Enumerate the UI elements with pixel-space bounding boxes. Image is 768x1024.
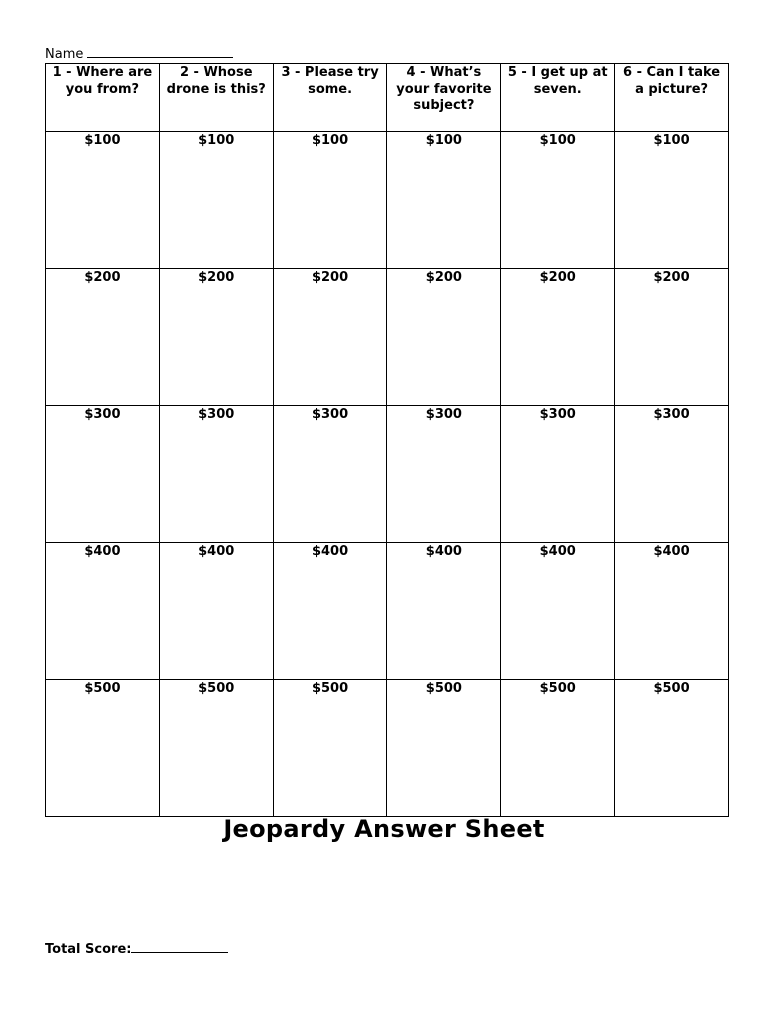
answer-cell [387,132,501,269]
answer-cell [273,406,387,543]
answer-cell [615,680,729,817]
cell-amount: $400 [84,544,121,559]
cell-amount: $200 [84,270,121,285]
answer-cell [615,543,729,680]
name-blank-line [87,45,233,58]
answer-cell [501,543,615,680]
answer-cell [159,680,273,817]
grid-body [46,132,729,817]
table-row [46,269,729,406]
answer-cell [387,680,501,817]
answer-cell [159,543,273,680]
answer-grid [45,63,729,817]
answer-cell [46,543,160,680]
cell-amount: $200 [539,270,576,285]
answer-cell [615,269,729,406]
cell-amount: $300 [311,407,349,422]
cell-amount: $300 [653,407,690,422]
cell-amount: $100 [198,133,235,148]
cell-amount: $100 [425,133,462,148]
cell-amount: $100 [653,133,690,148]
cell-amount: $500 [84,681,121,696]
total-score-label: Total Score: [45,942,132,957]
name-field [45,45,233,63]
answer-cell [159,132,273,269]
cell-amount: $300 [198,407,235,422]
answer-cell [159,406,273,543]
page-title: Jeopardy Answer Sheet [223,815,545,843]
cell-amount: $200 [311,270,349,285]
answer-cell [273,132,387,269]
answer-cell [387,543,501,680]
answer-cell [501,269,615,406]
cell-amount: $100 [539,133,576,148]
cell-amount: $100 [311,133,349,148]
answer-cell [46,269,160,406]
cell-amount: $200 [198,270,235,285]
total-score-field [45,940,228,958]
answer-cell [501,132,615,269]
answer-cell [615,406,729,543]
cell-amount: $500 [198,681,235,696]
cell-amount: $400 [425,544,462,559]
column-header-4: 4 - What’s your favorite subject? [387,64,501,132]
cell-amount: $200 [425,270,462,285]
cell-amount: $500 [653,681,690,696]
cell-amount: $500 [425,681,462,696]
cell-amount: $500 [539,681,576,696]
cell-amount: $100 [84,133,121,148]
cell-amount: $500 [311,681,349,696]
answer-cell [387,269,501,406]
total-score-blank-line [131,940,228,953]
cell-amount: $400 [198,544,235,559]
answer-cell [159,269,273,406]
column-header-6: 6 - Can I take a picture? [615,64,729,132]
column-header-2: 2 - Whose drone is this? [159,64,273,132]
table-row [46,406,729,543]
answer-cell [387,406,501,543]
answer-cell [501,406,615,543]
answer-cell [501,680,615,817]
column-header-1: 1 - Where are you from? [46,64,160,132]
answer-cell [615,132,729,269]
column-header-3: 3 - Please try some. [273,64,387,132]
table-row [46,680,729,817]
answer-cell [46,680,160,817]
answer-cell [46,132,160,269]
name-label: Name [45,47,84,62]
table-row [46,543,729,680]
cell-amount: $300 [425,407,462,422]
cell-amount: $400 [653,544,690,559]
answer-cell [273,680,387,817]
cell-amount: $300 [539,407,576,422]
cell-amount: $300 [84,407,121,422]
cell-amount: $400 [539,544,576,559]
column-header-5: 5 - I get up at seven. [501,64,615,132]
answer-cell [46,406,160,543]
table-row [46,132,729,269]
answer-cell [273,543,387,680]
answer-cell [273,269,387,406]
cell-amount: $400 [311,544,349,559]
header-row [46,64,729,132]
cell-amount: $200 [653,270,690,285]
